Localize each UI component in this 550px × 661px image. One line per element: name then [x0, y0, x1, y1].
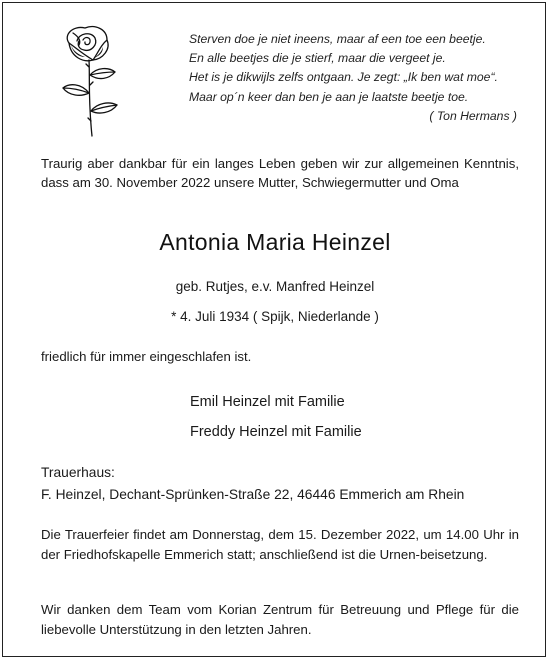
funeral-info: Die Trauerfeier findet am Donnerstag, dem 15. Dezember 2022, um 14.00 Uhr in der Friedhofskapelle Emmerich statt; anschließend ist die Urnen-beisetzung.	[41, 527, 519, 562]
trauerhaus-label: Trauerhaus:	[41, 465, 115, 480]
poem-line: Maar op´n keer dan ben je aan je laatste beetje toe.	[189, 89, 469, 104]
family-member: Freddy Heinzel mit Familie	[190, 424, 362, 440]
passed-text: friedlich für immer eingeschlafen ist.	[41, 349, 252, 364]
trauerhaus-address: F. Heinzel, Dechant-Sprünken-Straße 22, 46446 Emmerich am Rhein	[41, 487, 465, 502]
rose-icon	[59, 23, 123, 139]
thanks-text: Wir danken dem Team vom Korian Zentrum für Betreuung und Pflege für die liebevolle Unterstützung in den letzten Jahren.	[41, 602, 519, 637]
birth-name: geb. Rutjes, e.v. Manfred Heinzel	[175, 279, 375, 294]
poem-line: Het is je dikwijls zelfs ontgaan. Je zegt: „Ik ben wat moe“.	[189, 70, 498, 85]
poem-line: En alle beetjes die je stierf, maar die vergeet je.	[189, 51, 446, 66]
poem-line: Sterven doe je niet ineens, maar af een toe een beetje.	[189, 32, 486, 46]
intro-text: Traurig aber dankbar für ein langes Leben geben wir zur allgemeinen Kenntnis, dass am 30. November 2022 unsere Mutter, Schwiegermutter und Oma	[41, 156, 519, 190]
deceased-name: Antonia Maria Heinzel	[159, 229, 391, 255]
poem	[189, 30, 519, 126]
obituary-card	[2, 2, 546, 657]
birth-date: * 4. Juli 1934 ( Spijk, Niederlande )	[171, 309, 379, 324]
poem-author: ( Ton Hermans )	[429, 108, 517, 123]
family-member: Emil Heinzel mit Familie	[190, 394, 345, 410]
